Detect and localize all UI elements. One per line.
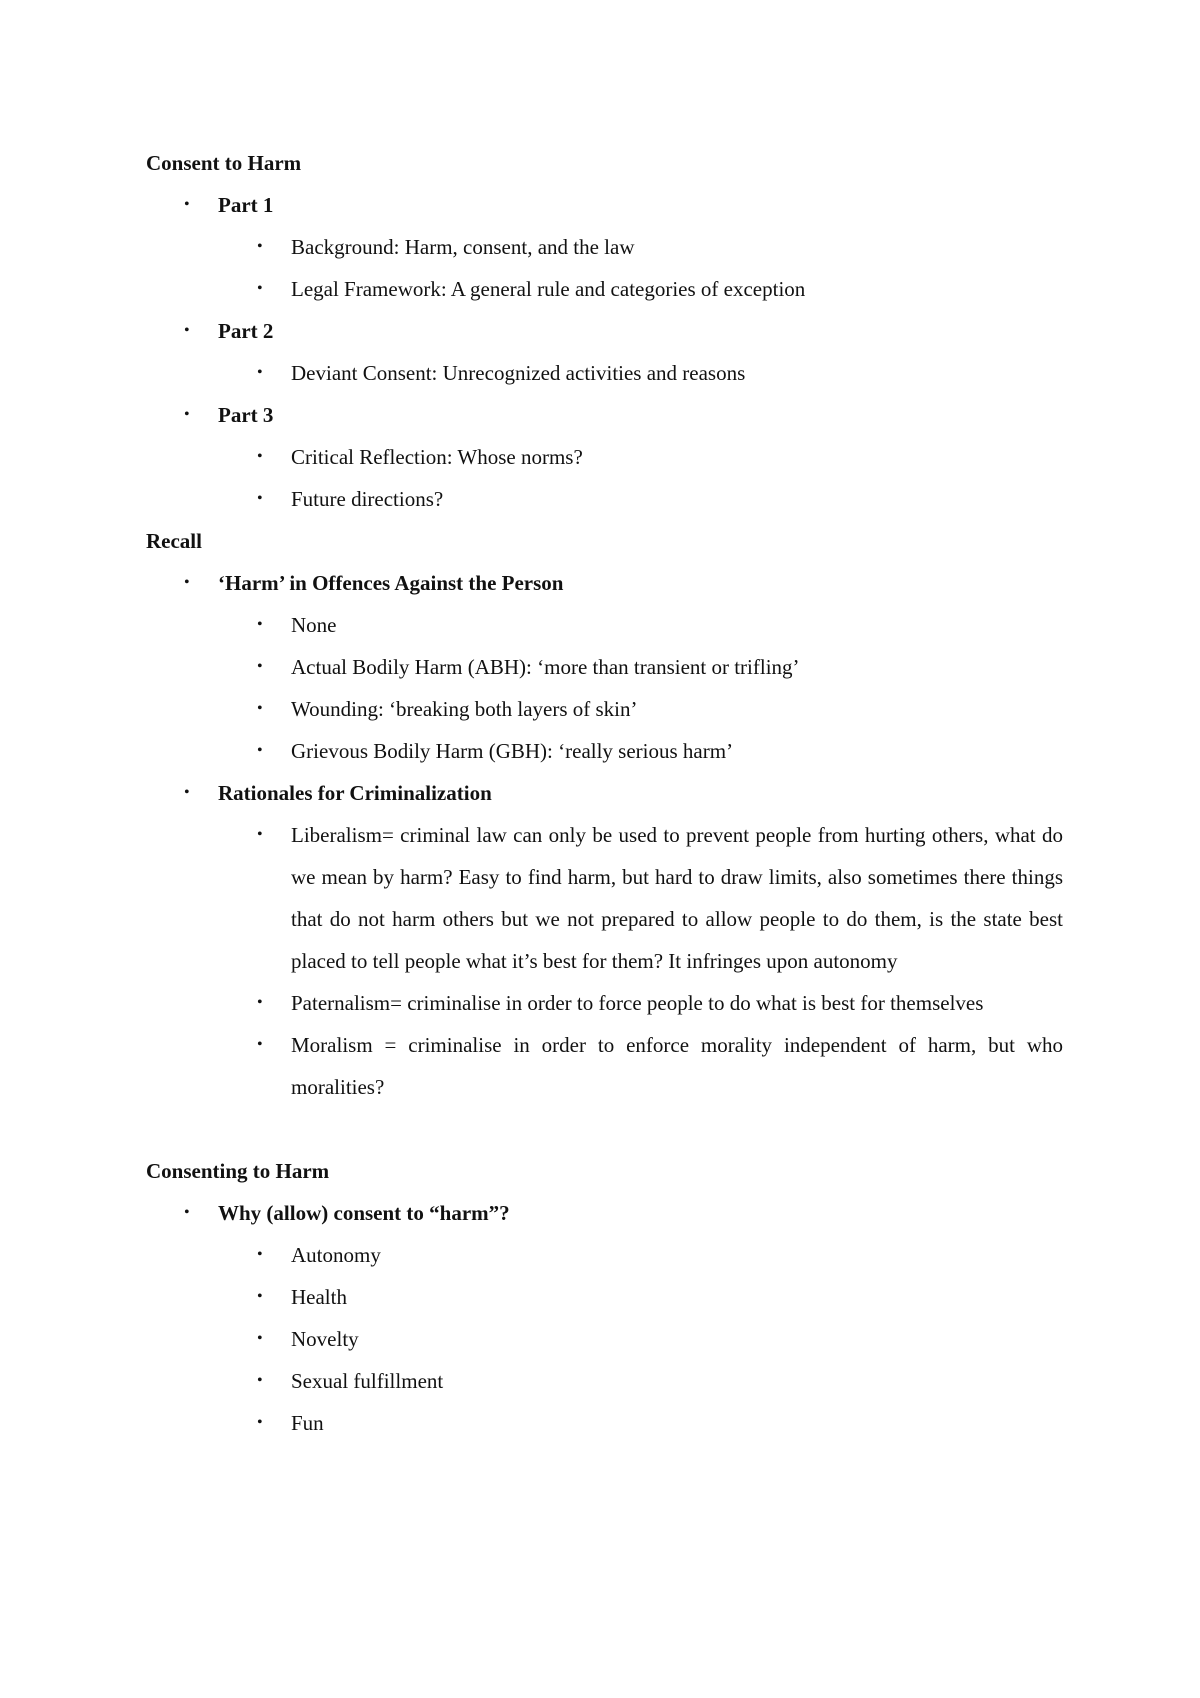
- bullet-icon: •: [257, 1414, 263, 1431]
- list-item: [146, 1360, 1063, 1402]
- list-item: [146, 226, 1063, 268]
- bullet-icon: •: [184, 1204, 190, 1221]
- bullet-icon: •: [257, 700, 263, 717]
- bullet-icon: •: [257, 826, 263, 843]
- bullet-icon: •: [257, 1330, 263, 1347]
- outline-list: [146, 1192, 1063, 1444]
- list-item-text: Sexual fulfillment: [291, 1369, 444, 1393]
- list-item-text: Critical Reflection: Whose norms?: [291, 445, 583, 469]
- bullet-icon: •: [184, 406, 190, 423]
- section-heading: Consent to Harm: [146, 151, 302, 175]
- bullet-icon: •: [257, 658, 263, 675]
- bullet-icon: •: [257, 490, 263, 507]
- document-page: [146, 142, 1063, 1444]
- list-item-text: Grievous Bodily Harm (GBH): ‘really serious harm’: [291, 739, 734, 763]
- bullet-icon: •: [257, 616, 263, 633]
- group-title: Part 2: [218, 319, 274, 343]
- list-item-text: None: [291, 613, 337, 637]
- group-title: Part 1: [218, 193, 274, 217]
- list-item: [146, 688, 1063, 730]
- list-item: [146, 436, 1063, 478]
- list-item: [146, 268, 1063, 310]
- bullet-icon: •: [184, 784, 190, 801]
- outline-group: [146, 310, 1063, 352]
- outline-group: [146, 394, 1063, 436]
- outline-group: [146, 772, 1063, 814]
- list-item: [146, 478, 1063, 520]
- list-item: [146, 1318, 1063, 1360]
- bullet-icon: •: [257, 280, 263, 297]
- outline-group: [146, 1192, 1063, 1234]
- outline-list: [146, 184, 1063, 520]
- bullet-icon: •: [257, 994, 263, 1011]
- list-item-text: Health: [291, 1285, 347, 1309]
- outline-list: [146, 562, 1063, 1108]
- list-item-text: Moralism = criminalise in order to enforce morality independent of harm, but who moralities?: [291, 1033, 1063, 1099]
- group-title: Part 3: [218, 403, 274, 427]
- list-item: [146, 352, 1063, 394]
- section-heading: Recall: [146, 529, 202, 553]
- list-item-text: Legal Framework: A general rule and categories of exception: [291, 277, 806, 301]
- list-item-text: Paternalism= criminalise in order to force people to do what is best for themselves: [291, 991, 984, 1015]
- list-item-text: Actual Bodily Harm (ABH): ‘more than transient or trifling’: [291, 655, 800, 679]
- list-item: [146, 1402, 1063, 1444]
- list-item-text: Liberalism= criminal law can only be used to prevent people from hurting others, what do we mean by harm? Easy to find harm, but hard to draw limits, also sometimes there things that do not harm others but we not prepared to allow people to do them, is the state best placed to tell people what it’s best for them? It infringes upon autonomy: [291, 823, 1063, 973]
- list-item-text: Deviant Consent: Unrecognized activities and reasons: [291, 361, 746, 385]
- list-item: [146, 814, 1063, 982]
- bullet-icon: •: [184, 322, 190, 339]
- bullet-icon: •: [257, 1036, 263, 1053]
- bullet-icon: •: [184, 196, 190, 213]
- bullet-icon: •: [257, 1288, 263, 1305]
- list-item-text: Fun: [291, 1411, 324, 1435]
- outline-group: [146, 184, 1063, 226]
- list-item: [146, 646, 1063, 688]
- bullet-icon: •: [257, 1246, 263, 1263]
- list-item: [146, 1234, 1063, 1276]
- bullet-icon: •: [257, 1372, 263, 1389]
- list-item-text: Future directions?: [291, 487, 444, 511]
- list-item-text: Novelty: [291, 1327, 359, 1351]
- bullet-icon: •: [257, 742, 263, 759]
- group-title: ‘Harm’ in Offences Against the Person: [218, 571, 564, 595]
- list-item-text: Wounding: ‘breaking both layers of skin’: [291, 697, 638, 721]
- list-item: [146, 982, 1063, 1024]
- outline-group: [146, 562, 1063, 604]
- list-item: [146, 604, 1063, 646]
- bullet-icon: •: [184, 574, 190, 591]
- list-item-text: Autonomy: [291, 1243, 381, 1267]
- section-heading: Consenting to Harm: [146, 1159, 330, 1183]
- group-title: Why (allow) consent to “harm”?: [218, 1201, 510, 1225]
- group-title: Rationales for Criminalization: [218, 781, 492, 805]
- list-item-text: Background: Harm, consent, and the law: [291, 235, 635, 259]
- bullet-icon: •: [257, 448, 263, 465]
- list-item: [146, 1024, 1063, 1108]
- bullet-icon: •: [257, 364, 263, 381]
- list-item: [146, 1276, 1063, 1318]
- bullet-icon: •: [257, 238, 263, 255]
- list-item: [146, 730, 1063, 772]
